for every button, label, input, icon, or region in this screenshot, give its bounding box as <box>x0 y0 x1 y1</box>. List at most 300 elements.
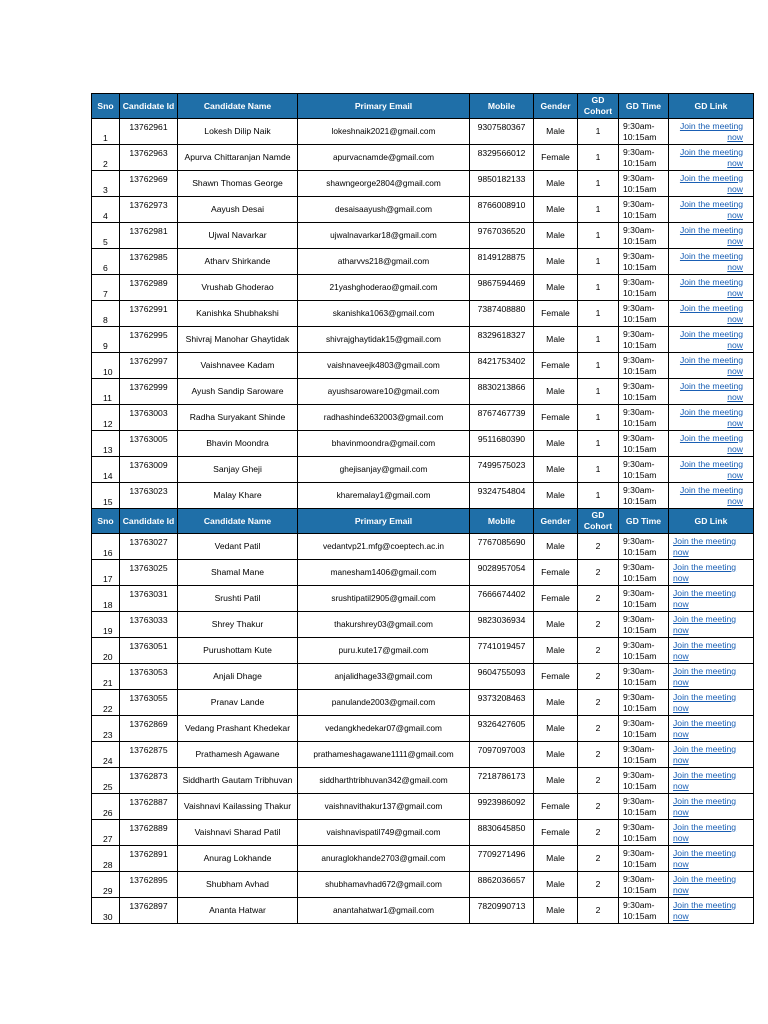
gd-time-cell: 9:30am-10:15am <box>619 794 669 820</box>
candidate-id-cell: 13763051 <box>120 638 178 664</box>
gender-cell: Male <box>534 898 578 924</box>
gd-time-cell: 9:30am-10:15am <box>619 457 669 483</box>
gd-link-cell <box>669 119 754 145</box>
primary-email-cell: manesham1406@gmail.com <box>298 560 470 586</box>
mobile-cell: 9767036520 <box>470 223 534 249</box>
sno-cell: 13 <box>92 431 120 457</box>
table-row <box>92 560 754 586</box>
gd-link-cell <box>669 898 754 924</box>
gd-cohort-cell: 1 <box>578 119 619 145</box>
candidate-id-cell: 13763003 <box>120 405 178 431</box>
sno-cell: 22 <box>92 690 120 716</box>
join-meeting-link[interactable]: Join the meeting now <box>673 587 737 609</box>
gd-cohort-cell: 2 <box>578 846 619 872</box>
candidate-name-cell: Srushti Patil <box>178 586 298 612</box>
sno-cell: 27 <box>92 820 120 846</box>
mobile-cell: 8329618327 <box>470 327 534 353</box>
sno-cell: 29 <box>92 872 120 898</box>
join-meeting-link[interactable]: Join the meeting now <box>679 380 743 402</box>
primary-email-cell: desaisaayush@gmail.com <box>298 197 470 223</box>
join-meeting-link[interactable]: Join the meeting now <box>679 250 743 272</box>
candidate-name-cell: Shivraj Manohar Ghaytidak <box>178 327 298 353</box>
gd-cohort-cell: 2 <box>578 612 619 638</box>
sno-cell: 16 <box>92 534 120 560</box>
candidate-name-cell: Sanjay Gheji <box>178 457 298 483</box>
gender-cell: Male <box>534 612 578 638</box>
gender-cell: Male <box>534 483 578 509</box>
gd-time-cell: 9:30am-10:15am <box>619 223 669 249</box>
gd-link-cell <box>669 872 754 898</box>
primary-email-cell: skanishka1063@gmail.com <box>298 301 470 327</box>
gd-time-cell: 9:30am-10:15am <box>619 483 669 509</box>
mobile-cell: 9604755093 <box>470 664 534 690</box>
gd-link-cell <box>669 379 754 405</box>
table-row <box>92 690 754 716</box>
gd-cohort-cell: 1 <box>578 171 619 197</box>
gd-link-cell <box>669 690 754 716</box>
gd-link-cell <box>669 431 754 457</box>
primary-email-cell: anjalidhage33@gmail.com <box>298 664 470 690</box>
gender-cell: Male <box>534 223 578 249</box>
join-meeting-link[interactable]: Join the meeting now <box>673 795 737 817</box>
gender-cell: Male <box>534 690 578 716</box>
candidate-name-cell: Kanishka Shubhakshi <box>178 301 298 327</box>
gd-time-cell: 9:30am-10:15am <box>619 768 669 794</box>
table-body <box>92 94 754 924</box>
mobile-cell: 7741019457 <box>470 638 534 664</box>
candidate-id-cell: 13762995 <box>120 327 178 353</box>
primary-email-cell: anuraglokhande2703@gmail.com <box>298 846 470 872</box>
header-mobile: Mobile <box>470 509 534 534</box>
gd-cohort-cell: 2 <box>578 820 619 846</box>
primary-email-cell: radhashinde632003@gmail.com <box>298 405 470 431</box>
sno-cell: 17 <box>92 560 120 586</box>
join-meeting-link[interactable]: Join the meeting now <box>679 302 743 324</box>
gender-cell: Male <box>534 327 578 353</box>
candidate-name-cell: Malay Khare <box>178 483 298 509</box>
candidate-name-cell: Pranav Lande <box>178 690 298 716</box>
mobile-cell: 7499575023 <box>470 457 534 483</box>
mobile-cell: 9511680390 <box>470 431 534 457</box>
candidate-id-cell: 13762887 <box>120 794 178 820</box>
gd-time-cell: 9:30am-10:15am <box>619 898 669 924</box>
gd-link-cell <box>669 249 754 275</box>
gender-cell: Female <box>534 664 578 690</box>
gd-time-cell: 9:30am-10:15am <box>619 612 669 638</box>
gender-cell: Female <box>534 820 578 846</box>
candidate-id-cell: 13762973 <box>120 197 178 223</box>
candidate-name-cell: Shamal Mane <box>178 560 298 586</box>
primary-email-cell: prathameshagawane1111@gmail.com <box>298 742 470 768</box>
header-sno: Sno <box>92 94 120 119</box>
join-meeting-link[interactable]: Join the meeting now <box>679 432 743 454</box>
mobile-cell: 8149128875 <box>470 249 534 275</box>
mobile-cell: 9307580367 <box>470 119 534 145</box>
sno-cell: 18 <box>92 586 120 612</box>
join-meeting-link[interactable]: Join the meeting now <box>679 172 743 194</box>
sno-cell: 30 <box>92 898 120 924</box>
join-meeting-link[interactable]: Join the meeting now <box>673 639 737 661</box>
header-candidate-id: Candidate Id <box>120 509 178 534</box>
gd-link-cell <box>669 327 754 353</box>
primary-email-cell: apurvacnamde@gmail.com <box>298 145 470 171</box>
sno-cell: 7 <box>92 275 120 301</box>
candidate-name-cell: Siddharth Gautam Tribhuvan <box>178 768 298 794</box>
primary-email-cell: vaishnaveejk4803@gmail.com <box>298 353 470 379</box>
primary-email-cell: bhavinmoondra@gmail.com <box>298 431 470 457</box>
header-gd-time: GD Time <box>619 94 669 119</box>
primary-email-cell: ujwalnavarkar18@gmail.com <box>298 223 470 249</box>
primary-email-cell: thakurshrey03@gmail.com <box>298 612 470 638</box>
header-gd-link: GD Link <box>669 94 754 119</box>
candidate-name-cell: Ayush Sandip Saroware <box>178 379 298 405</box>
gd-cohort-cell: 1 <box>578 379 619 405</box>
table-row <box>92 664 754 690</box>
gd-cohort-cell: 2 <box>578 534 619 560</box>
table-row <box>92 716 754 742</box>
candidate-name-cell: Aayush Desai <box>178 197 298 223</box>
sno-cell: 28 <box>92 846 120 872</box>
join-meeting-link[interactable]: Join the meeting now <box>679 484 743 506</box>
mobile-cell: 9028957054 <box>470 560 534 586</box>
table-row <box>92 586 754 612</box>
gd-link-cell <box>669 846 754 872</box>
table-row <box>92 405 754 431</box>
gd-cohort-cell: 2 <box>578 560 619 586</box>
gd-link-cell <box>669 716 754 742</box>
table-row <box>92 327 754 353</box>
primary-email-cell: shivrajghaytidak15@gmail.com <box>298 327 470 353</box>
mobile-cell: 9850182133 <box>470 171 534 197</box>
join-meeting-link[interactable]: Join the meeting now <box>673 743 737 765</box>
join-meeting-link[interactable]: Join the meeting now <box>673 535 737 557</box>
sno-cell: 8 <box>92 301 120 327</box>
candidate-id-cell: 13763005 <box>120 431 178 457</box>
primary-email-cell: vaishnavispatil749@gmail.com <box>298 820 470 846</box>
gd-cohort-cell: 2 <box>578 664 619 690</box>
gd-time-cell: 9:30am-10:15am <box>619 534 669 560</box>
mobile-cell: 9373208463 <box>470 690 534 716</box>
gender-cell: Male <box>534 119 578 145</box>
sno-cell: 21 <box>92 664 120 690</box>
candidate-id-cell: 13762897 <box>120 898 178 924</box>
candidate-name-cell: Vaishnavee Kadam <box>178 353 298 379</box>
gd-link-cell <box>669 560 754 586</box>
table-row <box>92 197 754 223</box>
gd-cohort-cell: 1 <box>578 223 619 249</box>
sno-cell: 26 <box>92 794 120 820</box>
mobile-cell: 7767085690 <box>470 534 534 560</box>
primary-email-cell: vedangkhedekar07@gmail.com <box>298 716 470 742</box>
gd-time-cell: 9:30am-10:15am <box>619 145 669 171</box>
join-meeting-link[interactable]: Join the meeting now <box>679 354 743 376</box>
gender-cell: Male <box>534 742 578 768</box>
mobile-cell: 9823036934 <box>470 612 534 638</box>
gender-cell: Male <box>534 534 578 560</box>
sno-cell: 2 <box>92 145 120 171</box>
gd-link-cell <box>669 145 754 171</box>
sno-cell: 12 <box>92 405 120 431</box>
gender-cell: Female <box>534 560 578 586</box>
gd-time-cell: 9:30am-10:15am <box>619 275 669 301</box>
gender-cell: Male <box>534 638 578 664</box>
sno-cell: 6 <box>92 249 120 275</box>
table-row <box>92 249 754 275</box>
gd-time-cell: 9:30am-10:15am <box>619 353 669 379</box>
primary-email-cell: anantahatwar1@gmail.com <box>298 898 470 924</box>
gender-cell: Female <box>534 301 578 327</box>
candidate-id-cell: 13763033 <box>120 612 178 638</box>
primary-email-cell: ghejisanjay@gmail.com <box>298 457 470 483</box>
gd-link-cell <box>669 768 754 794</box>
gender-cell: Female <box>534 405 578 431</box>
candidate-id-cell: 13762895 <box>120 872 178 898</box>
table-row <box>92 898 754 924</box>
gd-link-cell <box>669 197 754 223</box>
gd-time-cell: 9:30am-10:15am <box>619 846 669 872</box>
candidate-name-cell: Anjali Dhage <box>178 664 298 690</box>
candidate-id-cell: 13762869 <box>120 716 178 742</box>
gd-link-cell <box>669 534 754 560</box>
candidate-name-cell: Prathamesh Agawane <box>178 742 298 768</box>
gender-cell: Male <box>534 457 578 483</box>
gender-cell: Male <box>534 379 578 405</box>
table-row <box>92 301 754 327</box>
table-row <box>92 353 754 379</box>
candidate-name-cell: Vrushab Ghoderao <box>178 275 298 301</box>
table-row <box>92 794 754 820</box>
sno-cell: 24 <box>92 742 120 768</box>
candidate-id-cell: 13762997 <box>120 353 178 379</box>
join-meeting-link[interactable]: Join the meeting now <box>673 821 737 843</box>
join-meeting-link[interactable]: Join the meeting now <box>679 458 743 480</box>
gd-cohort-cell: 2 <box>578 872 619 898</box>
gd-cohort-cell: 2 <box>578 742 619 768</box>
candidate-id-cell: 13762969 <box>120 171 178 197</box>
join-meeting-link[interactable]: Join the meeting now <box>679 120 743 142</box>
gd-time-cell: 9:30am-10:15am <box>619 690 669 716</box>
candidate-name-cell: Shrey Thakur <box>178 612 298 638</box>
primary-email-cell: srushtipatil2905@gmail.com <box>298 586 470 612</box>
mobile-cell: 9324754804 <box>470 483 534 509</box>
primary-email-cell: vaishnavithakur137@gmail.com <box>298 794 470 820</box>
gd-cohort-cell: 1 <box>578 405 619 431</box>
gender-cell: Male <box>534 171 578 197</box>
gender-cell: Male <box>534 716 578 742</box>
candidate-id-cell: 13763023 <box>120 483 178 509</box>
table-row <box>92 742 754 768</box>
header-candidate-name: Candidate Name <box>178 509 298 534</box>
candidate-name-cell: Ujwal Navarkar <box>178 223 298 249</box>
candidate-id-cell: 13763025 <box>120 560 178 586</box>
header-gd-cohort: GD Cohort <box>578 94 619 119</box>
gd-link-cell <box>669 742 754 768</box>
gd-time-cell: 9:30am-10:15am <box>619 405 669 431</box>
candidate-name-cell: Radha Suryakant Shinde <box>178 405 298 431</box>
gd-cohort-cell: 1 <box>578 483 619 509</box>
gd-cohort-cell: 2 <box>578 638 619 664</box>
candidate-id-cell: 13762991 <box>120 301 178 327</box>
header-row <box>92 94 754 119</box>
gd-time-cell: 9:30am-10:15am <box>619 872 669 898</box>
mobile-cell: 7387408880 <box>470 301 534 327</box>
primary-email-cell: shubhamavhad672@gmail.com <box>298 872 470 898</box>
gd-time-cell: 9:30am-10:15am <box>619 716 669 742</box>
candidate-id-cell: 13763031 <box>120 586 178 612</box>
gd-cohort-cell: 2 <box>578 794 619 820</box>
sno-cell: 20 <box>92 638 120 664</box>
gender-cell: Male <box>534 431 578 457</box>
gd-cohort-cell: 1 <box>578 197 619 223</box>
sno-cell: 10 <box>92 353 120 379</box>
gd-link-cell <box>669 171 754 197</box>
primary-email-cell: puru.kute17@gmail.com <box>298 638 470 664</box>
join-meeting-link[interactable]: Join the meeting now <box>673 873 737 895</box>
header-candidate-id: Candidate Id <box>120 94 178 119</box>
header-gender: Gender <box>534 509 578 534</box>
header-gd-cohort: GD Cohort <box>578 509 619 534</box>
gd-time-cell: 9:30am-10:15am <box>619 197 669 223</box>
sno-cell: 5 <box>92 223 120 249</box>
header-primary-email: Primary Email <box>298 509 470 534</box>
sno-cell: 25 <box>92 768 120 794</box>
mobile-cell: 8766008910 <box>470 197 534 223</box>
table-row <box>92 483 754 509</box>
mobile-cell: 9867594469 <box>470 275 534 301</box>
gender-cell: Female <box>534 586 578 612</box>
header-mobile: Mobile <box>470 94 534 119</box>
header-gender: Gender <box>534 94 578 119</box>
gd-link-cell <box>669 820 754 846</box>
join-meeting-link[interactable]: Join the meeting now <box>673 561 737 583</box>
sno-cell: 14 <box>92 457 120 483</box>
gd-cohort-cell: 1 <box>578 145 619 171</box>
table-row <box>92 846 754 872</box>
join-meeting-link[interactable]: Join the meeting now <box>679 224 743 246</box>
gd-cohort-cell: 1 <box>578 353 619 379</box>
table-row <box>92 275 754 301</box>
join-meeting-link[interactable]: Join the meeting now <box>679 406 743 428</box>
gd-cohort-cell: 1 <box>578 457 619 483</box>
gd-time-cell: 9:30am-10:15am <box>619 379 669 405</box>
gd-time-cell: 9:30am-10:15am <box>619 327 669 353</box>
gd-link-cell <box>669 483 754 509</box>
candidate-id-cell: 13762889 <box>120 820 178 846</box>
candidate-id-cell: 13762891 <box>120 846 178 872</box>
primary-email-cell: vedantvp21.mfg@coeptech.ac.in <box>298 534 470 560</box>
primary-email-cell: ayushsaroware10@gmail.com <box>298 379 470 405</box>
mobile-cell: 8830213866 <box>470 379 534 405</box>
gender-cell: Male <box>534 846 578 872</box>
gender-cell: Male <box>534 249 578 275</box>
primary-email-cell: atharvvs218@gmail.com <box>298 249 470 275</box>
table-row <box>92 145 754 171</box>
candidate-id-cell: 13762961 <box>120 119 178 145</box>
gd-link-cell <box>669 638 754 664</box>
table-row <box>92 638 754 664</box>
gd-link-cell <box>669 223 754 249</box>
gd-time-cell: 9:30am-10:15am <box>619 664 669 690</box>
primary-email-cell: kharemalay1@gmail.com <box>298 483 470 509</box>
gd-time-cell: 9:30am-10:15am <box>619 119 669 145</box>
gd-link-cell <box>669 405 754 431</box>
candidate-name-cell: Shawn Thomas George <box>178 171 298 197</box>
mobile-cell: 8830645850 <box>470 820 534 846</box>
join-meeting-link[interactable]: Join the meeting now <box>673 769 737 791</box>
candidate-name-cell: Atharv Shirkande <box>178 249 298 275</box>
sno-cell: 4 <box>92 197 120 223</box>
candidate-id-cell: 13762873 <box>120 768 178 794</box>
candidate-id-cell: 13763027 <box>120 534 178 560</box>
candidate-id-cell: 13762963 <box>120 145 178 171</box>
gd-link-cell <box>669 353 754 379</box>
header-row <box>92 509 754 534</box>
candidate-name-cell: Vaishnavi Sharad Patil <box>178 820 298 846</box>
gd-time-cell: 9:30am-10:15am <box>619 431 669 457</box>
candidate-name-cell: Vaishnavi Kailassing Thakur <box>178 794 298 820</box>
gd-time-cell: 9:30am-10:15am <box>619 820 669 846</box>
header-primary-email: Primary Email <box>298 94 470 119</box>
candidate-name-cell: Lokesh Dilip Naik <box>178 119 298 145</box>
gd-link-cell <box>669 457 754 483</box>
mobile-cell: 9326427605 <box>470 716 534 742</box>
header-gd-time: GD Time <box>619 509 669 534</box>
candidate-id-cell: 13762985 <box>120 249 178 275</box>
candidate-id-cell: 13762981 <box>120 223 178 249</box>
candidate-id-cell: 13762999 <box>120 379 178 405</box>
gd-link-cell <box>669 586 754 612</box>
mobile-cell: 7709271496 <box>470 846 534 872</box>
candidate-name-cell: Shubham Avhad <box>178 872 298 898</box>
join-meeting-link[interactable]: Join the meeting now <box>679 276 743 298</box>
table-row <box>92 612 754 638</box>
gd-cohort-cell: 1 <box>578 249 619 275</box>
join-meeting-link[interactable]: Join the meeting now <box>673 717 737 739</box>
candidate-id-cell: 13763009 <box>120 457 178 483</box>
join-meeting-link[interactable]: Join the meeting now <box>673 847 737 869</box>
sno-cell: 15 <box>92 483 120 509</box>
header-gd-link: GD Link <box>669 509 754 534</box>
candidate-name-cell: Purushottam Kute <box>178 638 298 664</box>
gd-link-cell <box>669 664 754 690</box>
gd-time-cell: 9:30am-10:15am <box>619 742 669 768</box>
join-meeting-link[interactable]: Join the meeting now <box>679 328 743 350</box>
table-row <box>92 457 754 483</box>
candidate-name-cell: Ananta Hatwar <box>178 898 298 924</box>
mobile-cell: 7218786173 <box>470 768 534 794</box>
table-row <box>92 119 754 145</box>
join-meeting-link[interactable]: Join the meeting now <box>673 613 737 635</box>
gd-time-cell: 9:30am-10:15am <box>619 638 669 664</box>
primary-email-cell: lokeshnaik2021@gmail.com <box>298 119 470 145</box>
table-row <box>92 534 754 560</box>
join-meeting-link[interactable]: Join the meeting now <box>673 691 737 713</box>
sno-cell: 9 <box>92 327 120 353</box>
gender-cell: Male <box>534 872 578 898</box>
gd-time-cell: 9:30am-10:15am <box>619 249 669 275</box>
mobile-cell: 8767467739 <box>470 405 534 431</box>
join-meeting-link[interactable]: Join the meeting now <box>673 665 737 687</box>
join-meeting-link[interactable]: Join the meeting now <box>679 146 743 168</box>
mobile-cell: 7666674402 <box>470 586 534 612</box>
gd-cohort-cell: 1 <box>578 327 619 353</box>
candidate-id-cell: 13763055 <box>120 690 178 716</box>
sno-cell: 1 <box>92 119 120 145</box>
join-meeting-link[interactable]: Join the meeting now <box>673 899 737 921</box>
join-meeting-link[interactable]: Join the meeting now <box>679 198 743 220</box>
sno-cell: 19 <box>92 612 120 638</box>
table-row <box>92 171 754 197</box>
